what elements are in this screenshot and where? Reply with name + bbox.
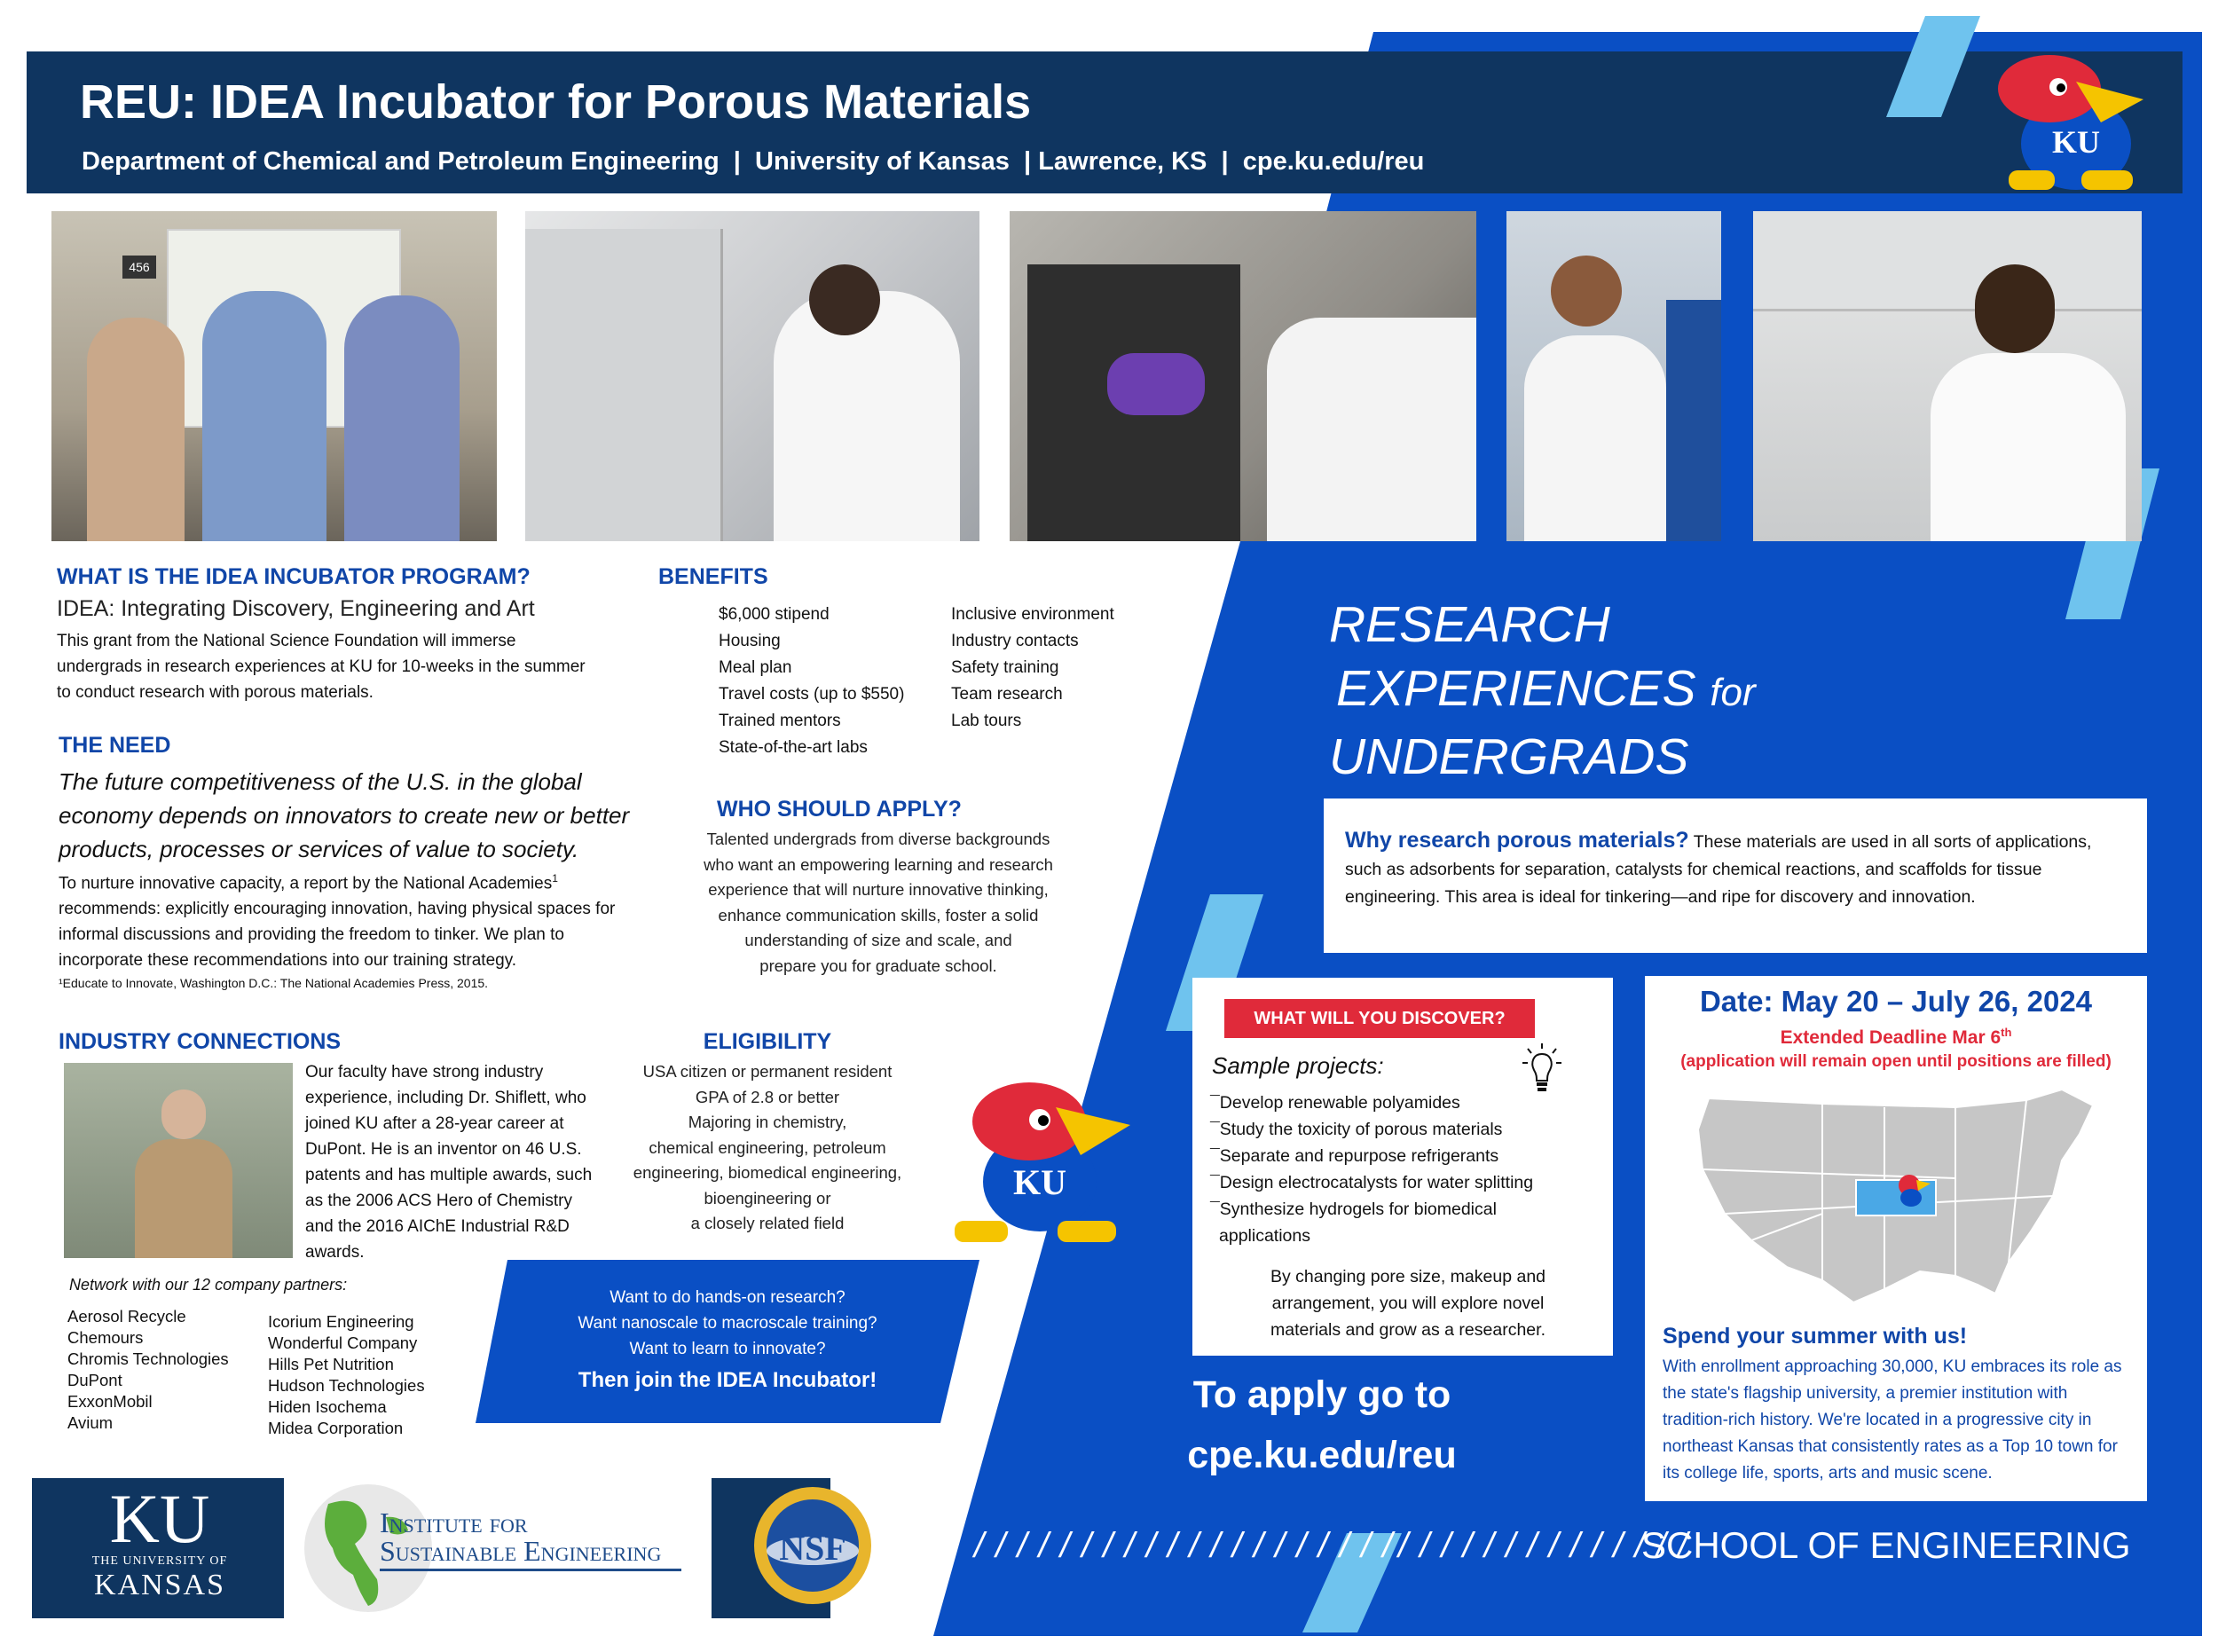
why-text: Why research porous materials? These materials are used in all sorts of applications, such as adsorbents for separation, catalysts for chemical reactions, and scaffolds for tissue engineering. This area is ideal for tinkering—and ripe for discovery and innovation. [1345, 828, 2092, 907]
benefits-heading: BENEFITS [658, 564, 768, 589]
industry-heading: INDUSTRY CONNECTIONS [59, 1029, 342, 1054]
partners-list-right [268, 1311, 425, 1439]
footer-slashes-right: / / / / / / / / / / / / / / [1398, 1526, 1689, 1565]
partner-item: ExxonMobil [67, 1392, 153, 1411]
need-statement: The future competitiveness of the U.S. in the global economy depends on innovators to create new or better products, processes or services of value to society. [59, 768, 630, 862]
benefits-list-left [719, 602, 904, 761]
poster-number-badge: 456 [122, 256, 156, 279]
mascot-ku-text: KU [1013, 1162, 1066, 1202]
partners-list-left [67, 1306, 229, 1434]
benefit-item: Team research [951, 685, 1063, 704]
network-label: Network with our 12 company partners: [69, 1276, 348, 1294]
benefit-item: Safety training [951, 658, 1059, 677]
photo-dr-shiflett [64, 1063, 293, 1258]
eligibility-heading: ELIGIBILITY [703, 1029, 832, 1054]
cta-text: Want to do hands-on research? Want nanoscale to macroscale training? Want to learn to innovate? Then join the IDEA Incubator! [523, 1285, 932, 1393]
footer-slashes-left: / / / / / / / / / / / / / / / / / / / / [974, 1526, 1394, 1565]
partner-item: Aerosol Recycle [67, 1307, 186, 1326]
benefit-item: Travel costs (up to $550) [719, 685, 905, 704]
benefits-list-right [951, 602, 1114, 735]
ise-logo-text: Institute for Sustainable Engineering [380, 1506, 662, 1567]
ise-underline [380, 1569, 681, 1571]
benefit-item: Meal plan [719, 658, 792, 677]
benefit-item: Lab tours [951, 712, 1022, 730]
svg-text:NSF: NSF [779, 1528, 846, 1568]
partner-item: Hudson Technologies [268, 1376, 425, 1395]
mascot-ku-text: KU [2052, 124, 2100, 160]
photo-lab-researcher-instrument [1010, 211, 1476, 541]
project-item: ¯Separate and repurpose refrigerants [1210, 1146, 1499, 1166]
lightbulb-icon [1522, 1043, 1561, 1097]
page-subtitle: Department of Chemical and Petroleum Engineering | University of Kansas | Lawrence, KS | cpe.ku.edu/reu [82, 147, 1425, 176]
program-dates: Date: May 20 – July 26, 2024 [1699, 985, 2093, 1018]
who-text: Talented undergrads from diverse backgrounds who want an empowering learning and research experience that will nurture innovative thinking, enhance communication skills, foster a solid understanding of size and scale, and prepare you for graduate school. [704, 830, 1053, 975]
partner-item: Chemours [67, 1328, 144, 1347]
benefit-item: Inclusive environment [951, 605, 1114, 624]
eligibility-text: USA citizen or permanent resident GPA of 2.8 or better Majoring in chemistry, chemical engineering, petroleum engineering, biomedical engineering, bioengineering or a closely related field [633, 1062, 902, 1232]
jayhawk-mascot-logo [940, 1072, 1136, 1249]
photo-lab-researcher-woman [1506, 211, 1721, 541]
partner-item: Hills Pet Nutrition [268, 1355, 394, 1373]
school-of-engineering: SCHOOL OF ENGINEERING [1641, 1524, 2131, 1566]
project-item: ¯Synthesize hydrogels for biomedical applications [1210, 1200, 1497, 1246]
summer-text: With enrollment approaching 30,000, KU embraces its role as the state's flagship university, a premier institution with tradition-rich history. We're located in a progressive city in northeast Kansas that consistently rates as a Top 10 town for its college life, sports, arts and music scene. [1663, 1357, 2122, 1483]
sample-projects-list [1210, 1090, 1583, 1249]
project-item: ¯Study the toxicity of porous materials [1210, 1120, 1503, 1139]
nsf-logo [751, 1483, 875, 1608]
partner-item: Hiden Isochema [268, 1397, 387, 1416]
discover-closing: By changing pore size, makeup and arrangement, you will explore novel materials and grow as a researcher. [1270, 1267, 1546, 1340]
who-heading: WHO SHOULD APPLY? [717, 797, 962, 822]
partner-item: Chromis Technologies [67, 1349, 229, 1368]
apply-link[interactable]: cpe.ku.edu/reu [1187, 1434, 1457, 1476]
benefit-item: $6,000 stipend [719, 605, 830, 624]
jayhawk-mascot-logo [1977, 48, 2163, 201]
project-item: ¯Develop renewable polyamides [1210, 1093, 1460, 1113]
apply-text: To apply go to cpe.ku.edu/reu [1153, 1365, 1490, 1485]
need-heading: THE NEED [59, 733, 171, 758]
partner-item: Midea Corporation [268, 1419, 404, 1437]
need-footnote: ¹Educate to Innovate, Washington D.C.: The National Academies Press, 2015. [59, 976, 489, 990]
photo-lab-researcher-man [1753, 211, 2142, 541]
us-map-kansas [1689, 1081, 2106, 1320]
sample-projects-label: Sample projects: [1212, 1052, 1384, 1079]
benefit-item: Housing [719, 632, 781, 650]
benefit-item: Industry contacts [951, 632, 1079, 650]
partner-item: Wonderful Company [268, 1333, 418, 1352]
ku-logo: KU THE UNIVERSITY OF KANSAS [91, 1480, 228, 1601]
benefit-item: Trained mentors [719, 712, 841, 730]
partner-item: Icorium Engineering [268, 1312, 414, 1331]
what-heading: WHAT IS THE IDEA INCUBATOR PROGRAM? [57, 564, 531, 589]
industry-text: Our faculty have strong industry experience, including Dr. Shiflett, who joined KU after a 28-year career at DuPont. He is an inventor on 46 U.S. patents and has multiple awards, such as the 2006 ACS Hero of Chemistry and the 2016 AIChE Industrial R&D awards. [305, 1063, 593, 1262]
partner-item: Avium [67, 1413, 114, 1432]
cta-join: Then join the IDEA Incubator! [578, 1368, 877, 1392]
deadline: Extended Deadline Mar 6th [1780, 1026, 2012, 1048]
what-tagline: IDEA: Integrating Discovery, Engineering and Art [57, 596, 535, 621]
summer-heading: Spend your summer with us! [1663, 1324, 1968, 1349]
what-text: This grant from the National Science Foundation will immerse undergrads in research experiences at KU for 10-weeks in the summer to conduct research with porous materials. [57, 632, 586, 702]
partner-item: DuPont [67, 1371, 122, 1389]
research-experiences-title: RESEARCH EXPERIENCES for UNDERGRADS [1329, 596, 1756, 785]
benefit-item: State-of-the-art labs [719, 738, 868, 757]
page-title: REU: IDEA Incubator for Porous Materials [80, 75, 1032, 129]
photo-poster-session [51, 211, 497, 541]
discover-banner: WHAT WILL YOU DISCOVER? [1224, 999, 1535, 1038]
project-item: ¯Design electrocatalysts for water splitting [1210, 1173, 1534, 1192]
deadline-note: (application will remain open until positions are filled) [1680, 1052, 2112, 1071]
photo-lab-researcher-vial [525, 211, 979, 541]
need-text: To nurture innovative capacity, a report by the National Academies$^1$ recommends: explicitly encouraging innovation, having physical spaces for informal discussions and providing the freedom to tinker. We plan to incorporate these recommendations into our training strategy. [59, 872, 616, 971]
